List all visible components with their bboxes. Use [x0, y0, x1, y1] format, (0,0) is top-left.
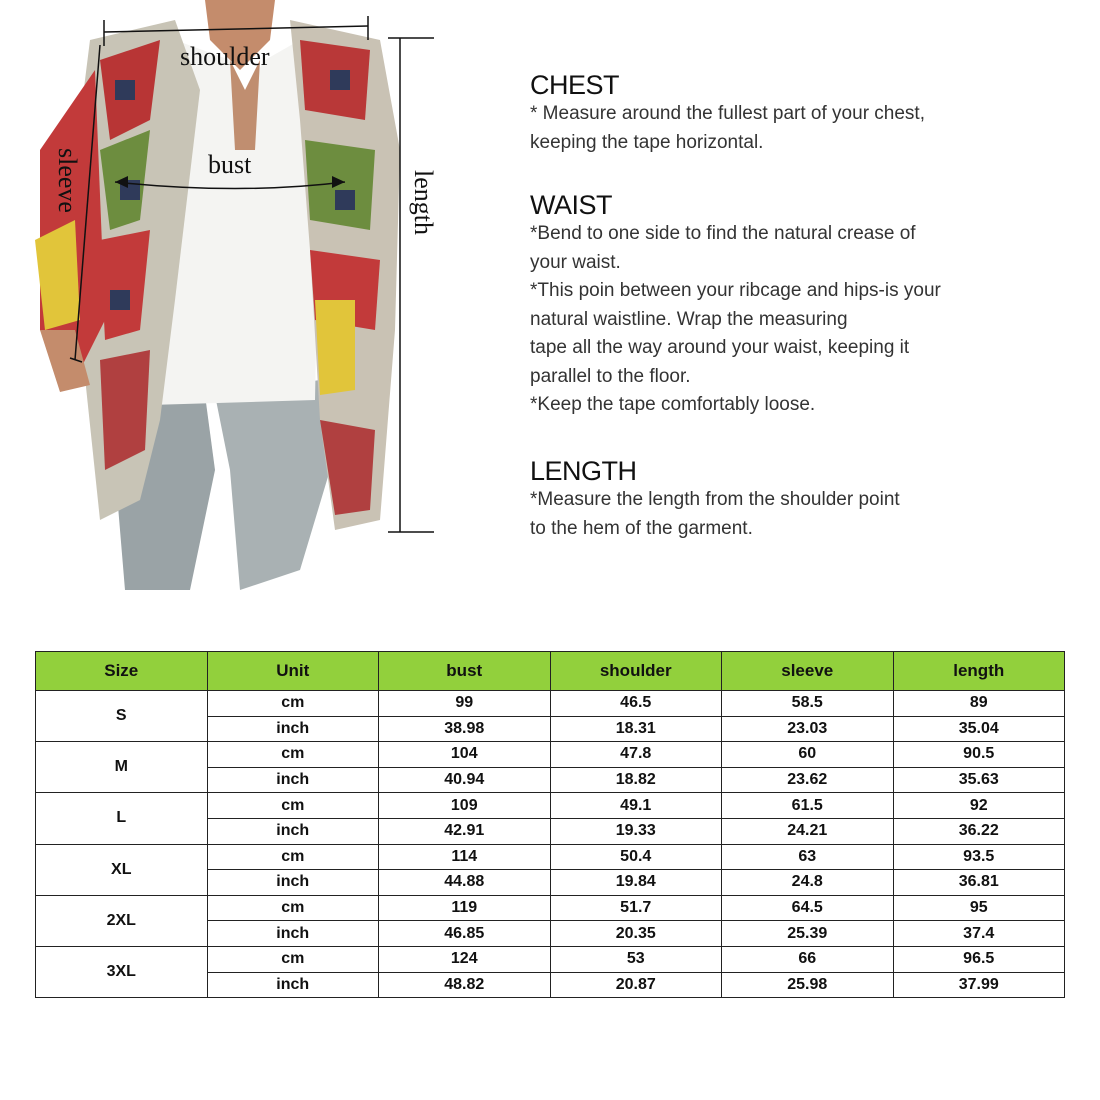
length-cell: 93.5 — [893, 844, 1065, 870]
shoulder-cell: 49.1 — [550, 793, 722, 819]
unit-cell: cm — [207, 895, 379, 921]
header-bust: bust — [379, 652, 551, 691]
table-header-row — [36, 652, 1065, 691]
header-shoulder: shoulder — [550, 652, 722, 691]
chest-instructions: * Measure around the fullest part of your chest, keeping the tape horizontal. — [530, 103, 925, 153]
shoulder-cell: 51.7 — [550, 895, 722, 921]
sleeve-cell: 60 — [722, 742, 894, 768]
bust-cell: 38.98 — [379, 716, 551, 742]
bust-cell: 114 — [379, 844, 551, 870]
unit-cell: inch — [207, 716, 379, 742]
sleeve-cell: 25.98 — [722, 972, 894, 998]
model-illustration — [0, 0, 470, 600]
size-cell: XL — [36, 844, 208, 895]
garment-figure — [0, 0, 470, 600]
bust-cell: 40.94 — [379, 767, 551, 793]
unit-cell: inch — [207, 767, 379, 793]
length-instructions: *Measure the length from the shoulder point to the hem of the garment. — [530, 489, 900, 539]
size-chart-table — [35, 651, 1065, 998]
length-cell: 96.5 — [893, 946, 1065, 972]
size-cell: 3XL — [36, 946, 208, 997]
bust-cell: 104 — [379, 742, 551, 768]
header-size: Size — [36, 652, 208, 691]
shoulder-cell: 20.87 — [550, 972, 722, 998]
bust-cell: 42.91 — [379, 818, 551, 844]
unit-cell: cm — [207, 844, 379, 870]
sleeve-cell: 66 — [722, 946, 894, 972]
sleeve-cell: 23.03 — [722, 716, 894, 742]
bust-cell: 124 — [379, 946, 551, 972]
table-row — [36, 895, 1065, 921]
size-cell: 2XL — [36, 895, 208, 946]
bust-cell: 46.85 — [379, 921, 551, 947]
sleeve-cell: 64.5 — [722, 895, 894, 921]
unit-cell: cm — [207, 946, 379, 972]
length-cell: 90.5 — [893, 742, 1065, 768]
shoulder-cell: 46.5 — [550, 691, 722, 717]
bust-cell: 48.82 — [379, 972, 551, 998]
waist-title: WAIST — [530, 190, 612, 220]
shoulder-label: shoulder — [180, 42, 270, 71]
shoulder-cell: 18.82 — [550, 767, 722, 793]
table-row — [36, 742, 1065, 768]
waist-section — [530, 190, 941, 420]
unit-cell: inch — [207, 870, 379, 896]
chest-title: CHEST — [530, 70, 620, 100]
unit-cell: inch — [207, 921, 379, 947]
header-unit: Unit — [207, 652, 379, 691]
length-cell: 37.4 — [893, 921, 1065, 947]
table-row — [36, 844, 1065, 870]
bust-label: bust — [208, 150, 252, 179]
sleeve-cell: 61.5 — [722, 793, 894, 819]
header-length: length — [893, 652, 1065, 691]
length-title: LENGTH — [530, 456, 637, 486]
sleeve-cell: 25.39 — [722, 921, 894, 947]
length-label: length — [409, 170, 438, 235]
length-cell: 36.81 — [893, 870, 1065, 896]
waist-instructions: *Bend to one side to find the natural crease of your waist. *This poin between your ribcage and hips-is your natural waistline. Wrap the measuring tape all the way around your waist, keeping it parallel to the floor. *Keep the tape comfortably loose. — [530, 223, 941, 415]
shoulder-cell: 19.84 — [550, 870, 722, 896]
table-row — [36, 946, 1065, 972]
sleeve-cell: 23.62 — [722, 767, 894, 793]
length-cell: 95 — [893, 895, 1065, 921]
length-cell: 89 — [893, 691, 1065, 717]
table-row — [36, 691, 1065, 717]
size-cell: M — [36, 742, 208, 793]
header-sleeve: sleeve — [722, 652, 894, 691]
unit-cell: cm — [207, 793, 379, 819]
length-section — [530, 456, 900, 543]
unit-cell: cm — [207, 742, 379, 768]
sleeve-cell: 24.21 — [722, 818, 894, 844]
shoulder-cell: 18.31 — [550, 716, 722, 742]
length-cell: 92 — [893, 793, 1065, 819]
sleeve-cell: 63 — [722, 844, 894, 870]
length-cell: 35.63 — [893, 767, 1065, 793]
shoulder-cell: 47.8 — [550, 742, 722, 768]
size-table-body — [36, 691, 1065, 998]
shoulder-cell: 20.35 — [550, 921, 722, 947]
sleeve-cell: 24.8 — [722, 870, 894, 896]
bust-cell: 109 — [379, 793, 551, 819]
bust-cell: 99 — [379, 691, 551, 717]
bust-cell: 44.88 — [379, 870, 551, 896]
unit-cell: cm — [207, 691, 379, 717]
shoulder-cell: 53 — [550, 946, 722, 972]
unit-cell: inch — [207, 972, 379, 998]
sleeve-cell: 58.5 — [722, 691, 894, 717]
table-row — [36, 793, 1065, 819]
unit-cell: inch — [207, 818, 379, 844]
length-cell: 35.04 — [893, 716, 1065, 742]
shoulder-cell: 50.4 — [550, 844, 722, 870]
chest-section — [530, 70, 925, 157]
size-cell: S — [36, 691, 208, 742]
size-cell: L — [36, 793, 208, 844]
bust-cell: 119 — [379, 895, 551, 921]
length-cell: 36.22 — [893, 818, 1065, 844]
sleeve-label: sleeve — [53, 148, 82, 213]
shoulder-cell: 19.33 — [550, 818, 722, 844]
length-cell: 37.99 — [893, 972, 1065, 998]
